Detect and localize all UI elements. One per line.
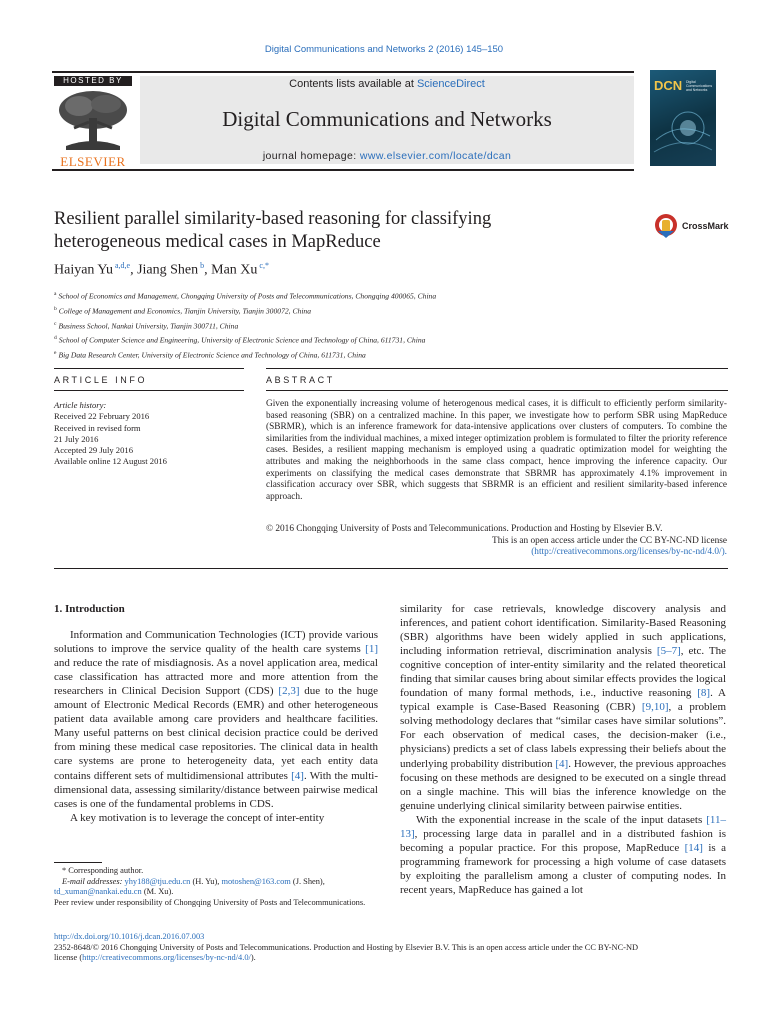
affiliation-item	[54, 318, 674, 333]
corresponding-author-note: * Corresponding author.	[62, 866, 144, 875]
elsevier-logo	[54, 76, 132, 169]
footer-license	[54, 953, 728, 964]
footnotes	[54, 866, 378, 908]
paragraph-text: With the exponential increase in the scale of the input datasets	[416, 813, 707, 826]
history-item: Received in revised form	[54, 422, 141, 433]
article-info-heading: ARTICLE INFO	[54, 375, 148, 385]
history-item: Accepted 29 July 2016	[54, 445, 133, 456]
license-link-row	[266, 547, 727, 559]
info-rule-top	[54, 368, 244, 369]
paragraph-text: , a problem solving methodology declares that “similar cases have similar solutions”. For each observation of medical cases, the decision-maker (i.e., physicians) predicts a set of class labels expressing their beliefs about the underlying probability distribution	[400, 701, 726, 770]
footer-copyright: 2352-8648/© 2016 Chongqing University of Posts and Telecommunications. Production and Hosting by Elsevier B.V. This is an open access article under the CC BY-NC-ND	[54, 942, 639, 952]
journal-cover-thumbnail[interactable]	[650, 70, 716, 166]
history-item: Available online 12 August 2016	[54, 456, 167, 467]
footnote-rule	[54, 862, 102, 863]
footer-license-suffix: ).	[250, 953, 256, 963]
history-label: Article history:	[54, 400, 107, 410]
affiliation-text: Business School, Nankai University, Tianjin 300711, China	[58, 321, 239, 331]
email-owner: (J. Shen),	[290, 876, 325, 886]
email-link[interactable]: yhy188@tju.edu.cn	[124, 876, 191, 886]
email-label: E-mail addresses:	[62, 876, 123, 886]
affiliation-key: b	[54, 305, 57, 312]
paragraph-text: . With the multi-dimensional data, assessing similarity/distance between pairwise medical cases is one of the fundamental problems in CDS.	[54, 769, 378, 810]
author-list	[54, 261, 269, 279]
citation-link[interactable]: [4]	[291, 769, 304, 782]
peer-review-note: Peer review under responsibility of Chongqing University of Posts and Telecommunications.	[54, 897, 366, 907]
paragraph	[54, 628, 378, 811]
citation-link[interactable]: [2,3]	[278, 685, 300, 698]
paragraph: A key motivation is to leverage the concept of inter-entity	[70, 811, 325, 824]
history-item: Received 22 February 2016	[54, 411, 150, 422]
footer-license-link[interactable]: http://creativecommons.org/licenses/by-nc-nd/4.0/	[82, 953, 251, 963]
publisher-name: ELSEVIER	[60, 154, 126, 169]
paragraph-text: similarity for case retrievals, knowledge discovery analysis and inferences, and patient cohort identification. Similarity-Based Reasoning (SBR) algorithms have been widely applied in such applications, including information retrieval, discrimination analysis	[400, 603, 726, 658]
paragraph	[400, 602, 726, 813]
contents-line	[140, 78, 634, 90]
section-title-introduction: 1. Introduction	[54, 603, 125, 615]
abstract-rule-top	[266, 368, 728, 369]
header-rule-bottom	[52, 169, 634, 171]
journal-title: Digital Communications and Networks	[222, 107, 552, 131]
affiliation-item	[54, 288, 674, 303]
journal-reference[interactable]: Digital Communications and Networks 2 (2016) 145–150	[264, 44, 504, 55]
crossmark-button[interactable]	[654, 212, 734, 240]
paragraph-text: due to the huge amount of Electronic Medical Records (EMR) and other heterogeneous patient data available among care providers and healthcare facilities. Many useful patterns on best clinical decision practice could be derived from mining these medical case repositories. The clinical data in health care systems are prone to heterogeneity data, yet each entity data contains different sets of multidimensional attributes	[54, 685, 378, 782]
citation-link[interactable]: [14]	[684, 841, 703, 854]
affiliation-item	[54, 347, 674, 362]
article-title-line-2: heterogeneous medical cases in MapReduce	[54, 232, 381, 252]
paragraph-text: Information and Communication Technologies (ICT) provide various solutions to improve the service quality of the health care systems	[54, 629, 378, 656]
email-addresses	[54, 877, 378, 888]
affiliation-key: a	[54, 291, 57, 297]
email-link[interactable]: td_xuman@nankai.edu.cn	[54, 887, 142, 897]
homepage-link[interactable]: www.elsevier.com/locate/dcan	[359, 150, 512, 162]
paragraph-text: . However, the previous approaches focusing on these methods are designed to be executed on a single thread on a single machine. This will bias the inference knowledge on the genuine underlying clinical similarity between pairwise entities.	[400, 757, 726, 812]
affiliation-text: Big Data Research Center, University of Electronic Science and Technology of China, 611731, China	[58, 350, 366, 360]
copyright-line: © 2016 Chongqing University of Posts and Telecommunications. Production and Hosting by Elsevier B.V.	[266, 524, 663, 534]
hosted-by-label: HOSTED BY	[54, 76, 132, 86]
citation-link[interactable]: [1]	[365, 643, 378, 656]
citation-link[interactable]: [9,10]	[641, 701, 669, 714]
email-link[interactable]: motoshen@163.com	[221, 876, 291, 886]
affiliation-key: e	[54, 350, 57, 357]
info-rule-mid	[54, 390, 244, 391]
paragraph-text: . A typical example is Case-Based Reasoning (CBR)	[400, 687, 726, 714]
doi-link[interactable]: http://dx.doi.org/10.1016/j.dcan.2016.07.003	[54, 932, 205, 941]
tree-icon	[54, 88, 132, 150]
abstract-heading: ABSTRACT	[266, 375, 335, 385]
page-footer	[54, 932, 728, 964]
paragraph-text: , processing large data in parallel and in a distributed fashion is becoming a popular practice. For this propose, MapReduce	[400, 827, 726, 854]
email-owner: (M. Xu).	[141, 887, 174, 897]
license-line: This is an open access article under the CC BY-NC-ND license	[492, 535, 727, 546]
affiliation-item	[54, 303, 674, 318]
affiliation-text: College of Management and Economics, Tianjin University, Tianjin 300072, China	[58, 306, 312, 316]
paragraph-text: , etc. The cognitive conception of inter-entity similarity and the related theoretical finding that similar causes bring about similar effects provides the logical foundation of many formal methods, i.e., inductive reasoning	[400, 645, 726, 700]
footer-license-prefix: license (	[54, 953, 83, 963]
author-affiliation-marker[interactable]: a,d,e	[112, 261, 131, 270]
author-affiliation-marker[interactable]: c,*	[257, 261, 269, 270]
author-name[interactable]: Haiyan Yu	[54, 262, 113, 278]
cover-subtitle: Digital Communications and Networks	[686, 80, 713, 92]
paragraph-text: is a programming framework for processing a high volume of case datasets by exploiting the parallelism among a cluster of computing nodes. In recent years, MapReduce has gained a lot	[400, 841, 726, 896]
email-owner: (H. Yu),	[190, 876, 222, 886]
cover-label: DCN	[654, 78, 683, 93]
license-link[interactable]: (http://creativecommons.org/licenses/by-nc-nd/4.0/).	[531, 547, 727, 558]
crossmark-label: CrossMark	[682, 221, 729, 231]
affiliation-text: School of Computer Science and Engineering, University of Electronic Science and Technology of China, 611731, China	[58, 336, 426, 346]
affiliation-key: c	[54, 320, 57, 327]
contents-prefix: Contents lists available at	[289, 78, 417, 90]
cover-graphic	[650, 70, 716, 166]
article-history	[54, 400, 244, 468]
homepage-prefix: journal homepage:	[262, 150, 360, 162]
header-rule-top	[52, 71, 634, 73]
citation-link[interactable]: [4]	[555, 757, 569, 770]
crossmark-icon	[654, 213, 678, 239]
email-addresses-cont	[54, 887, 378, 898]
affiliation-item	[54, 332, 674, 347]
citation-link[interactable]: [5–7]	[656, 645, 681, 658]
journal-homepage	[140, 150, 634, 162]
article-title-line-1: Resilient parallel similarity-based reasoning for classifying	[54, 209, 492, 229]
body-column-right	[400, 602, 726, 897]
citation-link[interactable]: [11–13]	[400, 813, 726, 840]
history-item: 21 July 2016	[54, 433, 99, 444]
abstract-rule-mid	[266, 390, 728, 391]
paragraph-text: and reduce the rate of misdiagnosis. As a novel application area, medical case classification has attracted more and more attention from the researchers in Clinical Decision Support (CDS)	[54, 657, 378, 698]
citation-link[interactable]: [8]	[697, 687, 711, 700]
author-separator: ,	[204, 262, 212, 278]
affiliation-text: School of Economics and Management, Chongqing University of Posts and Telecommunications, Chongqing 400065, China	[58, 291, 437, 301]
paragraph	[400, 813, 726, 897]
article-title	[54, 208, 614, 254]
author-name[interactable]: Man Xu	[211, 262, 258, 278]
abstract-copyright	[266, 524, 727, 559]
author-name[interactable]: Jiang Shen	[137, 262, 199, 278]
sciencedirect-link[interactable]: ScienceDirect	[416, 78, 485, 90]
abstract-text: Given the exponentially increasing volume of heterogenous medical cases, it is difficult to efficiently perform similarity-based reasoning (SBR) on a centralized machine. In this paper, we investigate how to perform SBR using MapReduce (SBRMR), which is an inference framework for data-intensive applications over clusters of computers. To combine the similarities from the individual machines, a mixed integer optimization problem is formulated to filter the priority reference cases. Besides, a resilient mapping mechanism is employed using a quadratic optimization model for weighting the attributes and making the neighborhoods in the same class compact, hence improving the inference capacity. Our experiments on classifying the medical cases demonstrate that SBRMR has approximately 4.1% improvement in classification accuracy over SBR, which suggests that SBRMR is an efficient and resilient similarity-based inference approach.	[266, 399, 727, 502]
author-affiliation-marker[interactable]: b	[198, 261, 205, 270]
affiliations	[54, 288, 674, 362]
affiliation-key: d	[54, 335, 57, 342]
body-column-left	[54, 602, 378, 825]
author-separator: ,	[130, 262, 138, 278]
abstract-rule-bottom	[54, 568, 728, 569]
